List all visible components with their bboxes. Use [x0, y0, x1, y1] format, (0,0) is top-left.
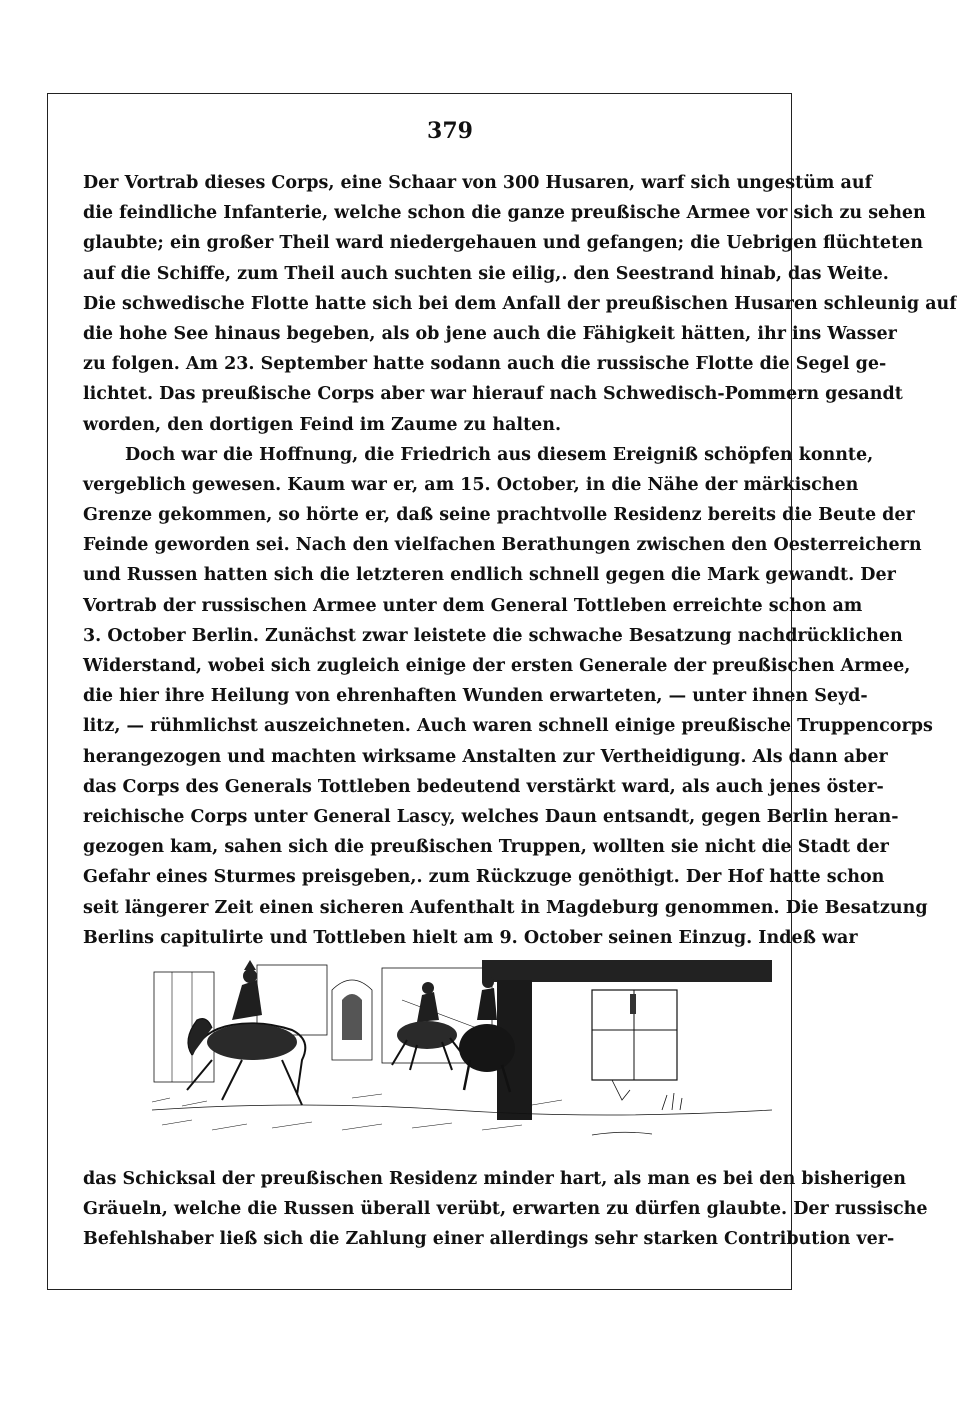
page-number: 379 [427, 118, 473, 144]
cavalry-engraving-illustration [152, 960, 772, 1145]
text-line: Vortrab der russischen Armee unter dem General Tottleben erreichte schon am [83, 595, 863, 616]
text-line: Widerstand, wobei sich zugleich einige der ersten Generale der preußischen Armee, [83, 656, 911, 676]
text-line: Feinde geworden sei. Nach den vielfachen Berathungen zwischen den Oesterreichern [83, 535, 922, 556]
text-line: litz, — rühmlichst auszeichneten. Auch waren schnell einige preußische Truppencorps [83, 716, 933, 737]
text-line: 3. October Berlin. Zunächst zwar leistete die schwache Besatzung nachdrücklichen [83, 625, 903, 646]
text-line: lichtet. Das preußische Corps aber war hierauf nach Schwedisch-Pommern gesandt [83, 384, 903, 405]
text-line: glaubte; ein großer Theil ward niedergehauen und gefangen; die Uebrigen flüchteten [83, 233, 924, 254]
text-block-lower [83, 1164, 928, 1255]
text-line: Der Vortrab dieses Corps, eine Schaar von 300 Husaren, warf sich ungestüm auf [83, 173, 873, 193]
text-line: Gefahr eines Sturmes preisgeben,. zum Rückzuge genöthigt. Der Hof hatte schon [83, 867, 885, 888]
text-line: auf die Schiffe, zum Theil auch suchten sie eilig,. den Seestrand hinab, das Weite. [83, 263, 889, 284]
text-line: herangezogen und machten wirksame Anstalten zur Vertheidigung. Als dann aber [83, 746, 888, 767]
text-line: Berlins capitulirte und Tottleben hielt am 9. October seinen Einzug. Indeß war [83, 927, 858, 948]
text-line: die hier ihre Heilung von ehrenhaften Wunden erwarteten, — unter ihnen Seyd- [83, 686, 868, 707]
text-line: seit längerer Zeit einen sicheren Aufenthalt in Magdeburg genommen. Die Besatzung [83, 897, 928, 918]
text-line: Gräueln, welche die Russen überall verübt, erwarten zu dürfen glaubte. Der russische [83, 1199, 928, 1220]
text-line: gezogen kam, sahen sich die preußischen Truppen, wollten sie nicht die Stadt der [83, 837, 889, 858]
text-line: Die schwedische Flotte hatte sich bei dem Anfall der preußischen Husaren schleunig auf [83, 293, 957, 314]
text-line: vergeblich gewesen. Kaum war er, am 15. October, in die Nähe der märkischen [83, 474, 859, 495]
text-line: Befehlshaber ließ sich die Zahlung einer allerdings sehr starken Contribution ver- [83, 1229, 895, 1250]
text-line: Grenze gekommen, so hörte er, daß seine prachtvolle Residenz bereits die Beute der [83, 505, 915, 526]
text-line: das Schicksal der preußischen Residenz minder hart, als man es bei den bisherigen [83, 1169, 906, 1189]
text-line: zu folgen. Am 23. September hatte sodann auch die russische Flotte die Segel ge- [83, 354, 887, 375]
text-line-paragraph-start: Doch war die Hoffnung, die Friedrich aus diesem Ereigniß schöpfen konnte, [125, 444, 874, 465]
text-line: das Corps des Generals Tottleben bedeutend verstärkt ward, als auch jenes öster- [83, 776, 884, 797]
text-line: worden, den dortigen Feind im Zaume zu halten. [83, 414, 562, 435]
text-line: reichische Corps unter General Lascy, welches Daun entsandt, gegen Berlin heran- [83, 806, 899, 827]
text-block-upper [83, 168, 957, 953]
text-line: die feindliche Infanterie, welche schon die ganze preußische Armee vor sich zu sehen [83, 203, 926, 224]
text-line: die hohe See hinaus begeben, als ob jene auch die Fähigkeit hätten, ihr ins Wasser [83, 323, 897, 344]
text-line: und Russen hatten sich die letzteren endlich schnell gegen die Mark gewandt. Der [83, 565, 896, 586]
